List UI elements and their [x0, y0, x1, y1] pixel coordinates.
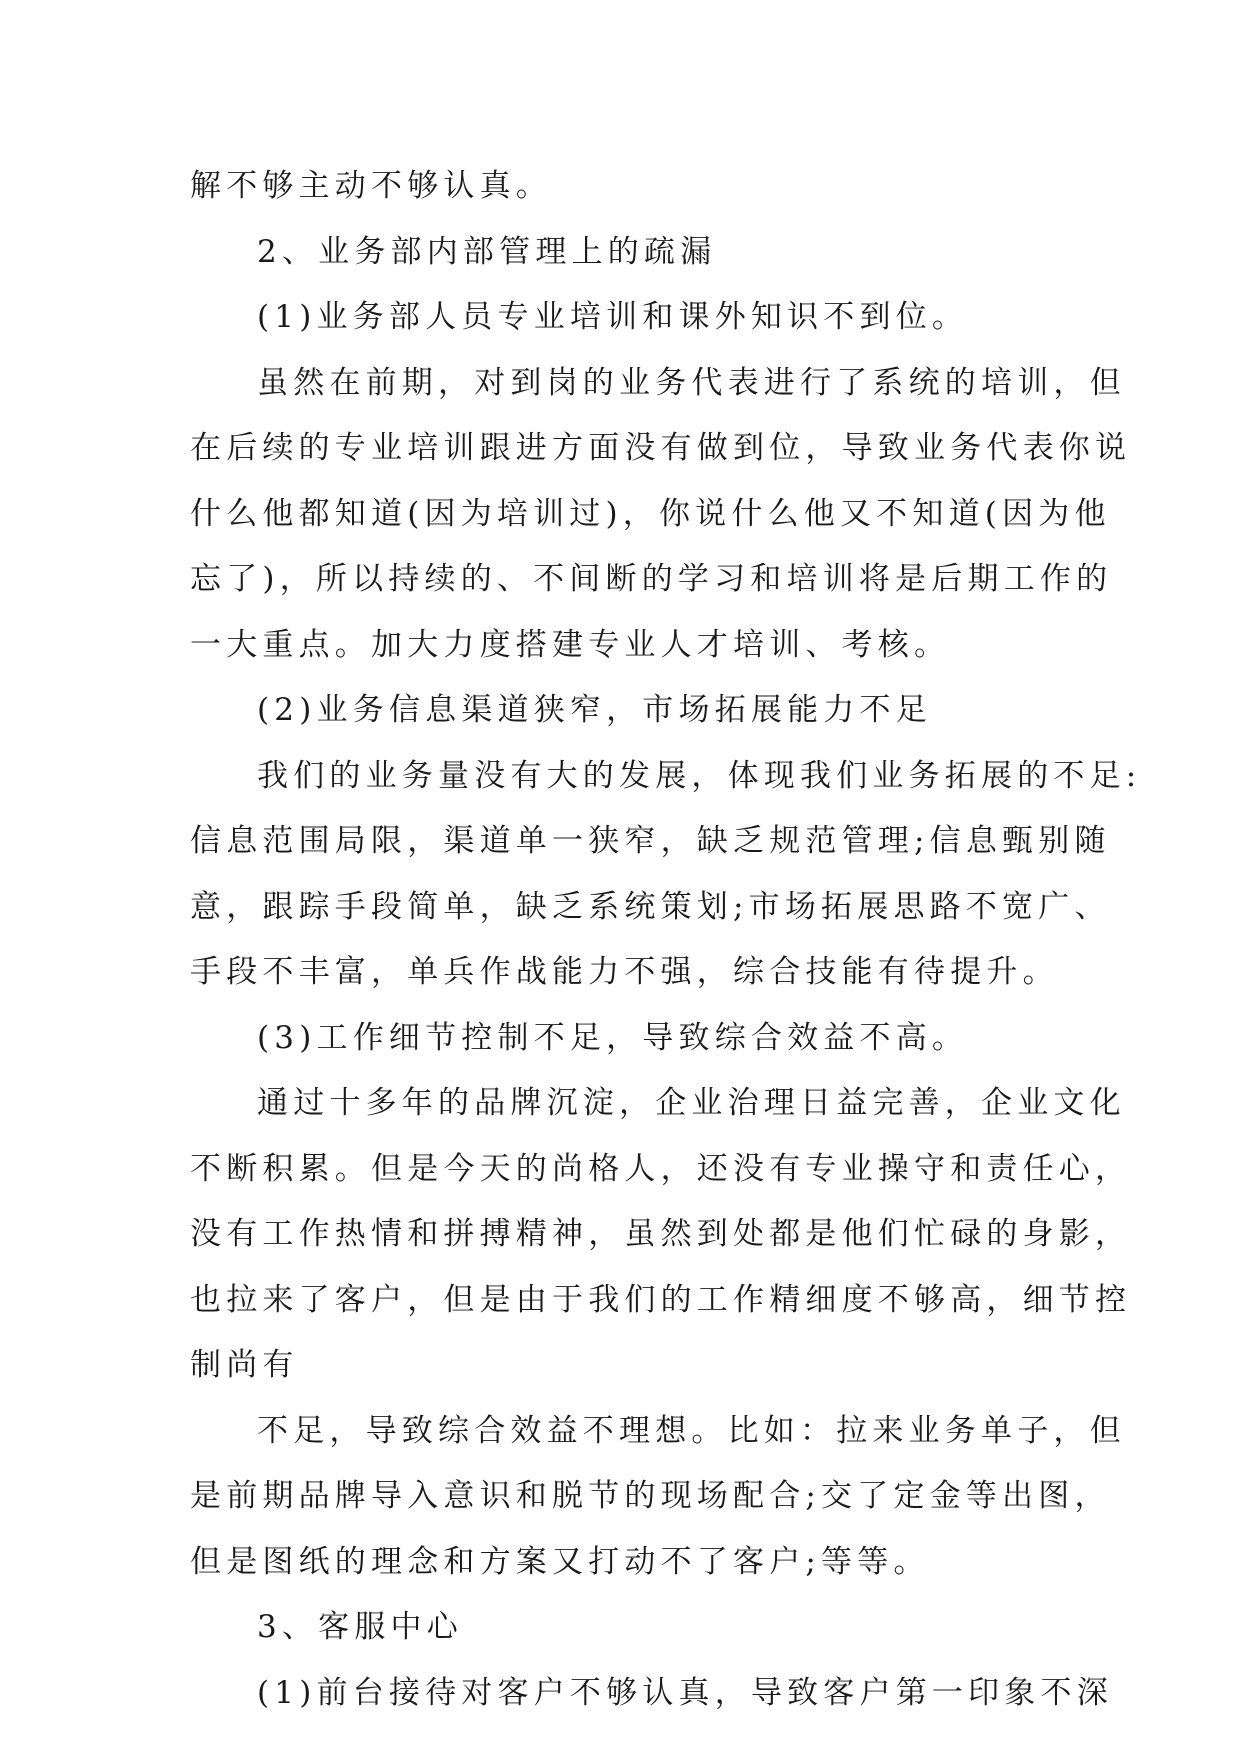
subsection-heading: (2)业务信息渠道狭窄，市场拓展能力不足 — [257, 692, 932, 728]
text-line: 忘了)，所以持续的、不间断的学习和培训将是后期工作的 — [190, 561, 1113, 597]
text-line: 虽然在前期，对到岗的业务代表进行了系统的培训，但 — [257, 365, 1126, 401]
text-line: 信息范围局限，渠道单一狭窄，缺乏规范管理;信息甄别随 — [190, 823, 1111, 859]
text-line: 在后续的专业培训跟进方面没有做到位，导致业务代表你说 — [190, 430, 1132, 466]
subsection-heading: (1)前台接待对客户不够认真，导致客户第一印象不深 — [257, 1675, 1113, 1711]
text-line: 解不够主动不够认真。 — [190, 168, 552, 204]
text-line: 不足，导致综合效益不理想。比如：拉来业务单子，但 — [257, 1413, 1126, 1449]
text-line: 没有工作热情和拼搏精神，虽然到处都是他们忙碌的身影， — [190, 1216, 1132, 1252]
text-line: 我们的业务量没有大的发展，体现我们业务拓展的不足: — [257, 758, 1142, 794]
text-line: 手段不丰富，单兵作战能力不强，综合技能有待提升。 — [190, 954, 1059, 990]
subsection-heading: (3)工作细节控制不足，导致综合效益不高。 — [257, 1020, 969, 1056]
text-line: 也拉来了客户，但是由于我们的工作精细度不够高，细节控 — [190, 1282, 1132, 1318]
text-line: 通过十多年的品牌沉淀，企业治理日益完善，企业文化 — [257, 1085, 1126, 1121]
text-line: 制尚有 — [190, 1347, 299, 1383]
text-line: 一大重点。加大力度搭建专业人才培训、考核。 — [190, 627, 951, 663]
text-line: 什么他都知道(因为培训过)，你说什么他又不知道(因为他 — [190, 496, 1111, 532]
section-heading: 3、客服中心 — [257, 1609, 463, 1645]
subsection-heading: (1)业务部人员专业培训和课外知识不到位。 — [257, 299, 969, 335]
text-line: 但是图纸的理念和方案又打动不了客户;等等。 — [190, 1544, 930, 1580]
text-line: 是前期品牌导入意识和脱节的现场配合;交了定金等出图， — [190, 1478, 1111, 1514]
text-line: 意，跟踪手段简单，缺乏系统策划;市场拓展思路不宽广、 — [190, 889, 1111, 925]
text-line: 不断积累。但是今天的尚格人，还没有专业操守和责任心， — [190, 1151, 1132, 1187]
section-heading: 2、业务部内部管理上的疏漏 — [257, 234, 717, 270]
